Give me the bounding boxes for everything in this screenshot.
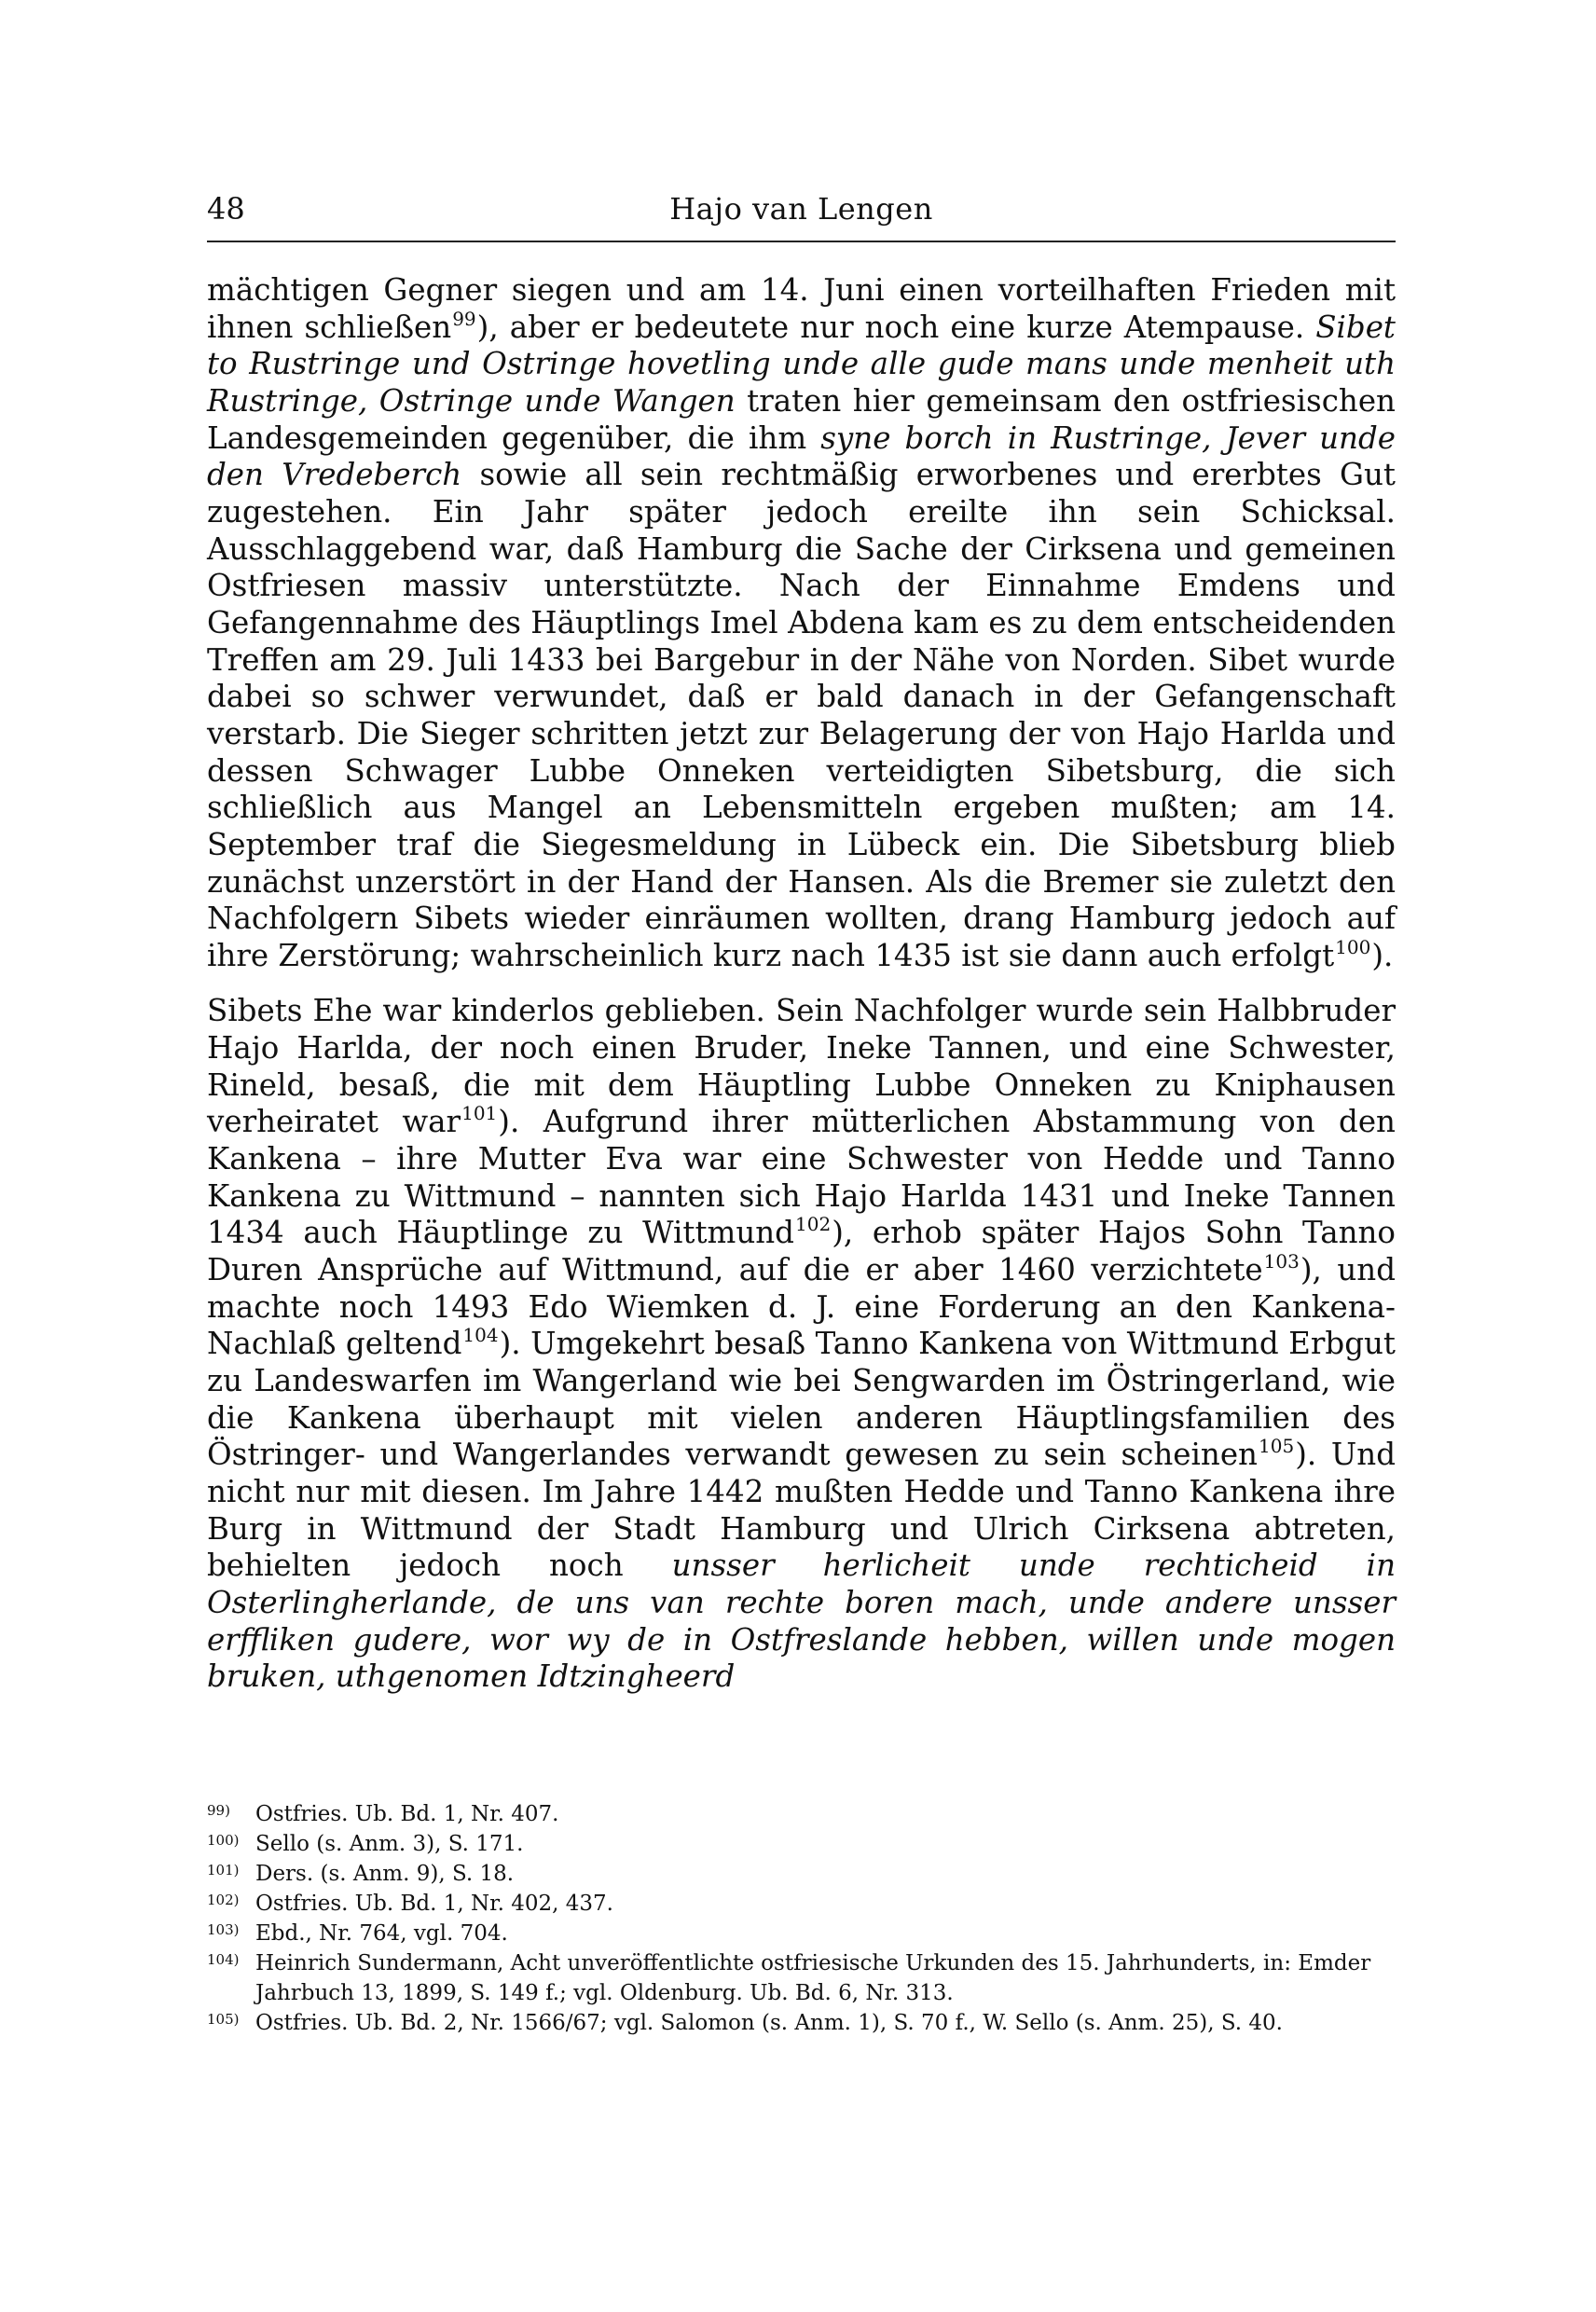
- footnote: [207, 1859, 1396, 1889]
- paragraph: [207, 272, 1396, 974]
- footnote-reference: 104: [462, 1324, 499, 1347]
- footnote-reference: 103: [1263, 1250, 1300, 1273]
- text-run: ). Umgekehrt besaß Tanno Kankena von Wittmund Erbgut zu Landeswarfen im Wangerland wie bei Sengwarden im Östringerland, wie die Kankena überhaupt mit vielen anderen Häuptlingsfamilien des Östringer- und Wangerlandes verwandt gewesen zu sein scheinen: [207, 1326, 1396, 1473]
- paragraph: [207, 993, 1396, 1695]
- footnote-text: Sello (s. Anm. 3), S. 171.: [255, 1832, 524, 1856]
- footnote-number: 102): [207, 1892, 240, 1908]
- running-title: Hajo van Lengen: [669, 191, 933, 227]
- italic-quote: syne borch in Rustringe, Jever unde den Vredeberch: [207, 420, 1396, 493]
- italic-quote: unsser herlicheit unde rechticheid in Osterlingherlande, de uns van rechte boren mach, unde andere unsser erffliken gudere, wor wy de in Ostfreslande hebben, willen unde mogen bruken, uthgenomen Idtzingheerd: [207, 1548, 1396, 1695]
- text-run: mächtigen Gegner siegen und am 14. Juni einen vorteilhaften Frieden mit ihnen schließen: [207, 272, 1396, 345]
- footnote-text: Ostfries. Ub. Bd. 2, Nr. 1566/67; vgl. Salomon (s. Anm. 1), S. 70 f., W. Sello (s. Anm. 25), S. 40.: [255, 2011, 1283, 2035]
- footnote: [207, 1948, 1396, 2008]
- text-run: ). Aufgrund ihrer mütterlichen Abstammung von den Kankena – ihre Mutter Eva war eine Schwester von Hedde und Tanno Kankena zu Wittmund – nannten sich Hajo Harlda 1431 und Ineke Tannen 1434 auch Häuptlinge zu Wittmund: [207, 1104, 1396, 1251]
- footnote-number: 101): [207, 1862, 240, 1878]
- text-run: ), aber er bedeutete nur noch eine kurze Atempause.: [476, 309, 1316, 345]
- text-run: ), und machte noch 1493 Edo Wiemken d. J. eine Forderung an den Kankena-Nachlaß geltend: [207, 1252, 1396, 1362]
- text-run: traten hier gemeinsam den ostfriesischen Landesgemeinden gegenüber, die ihm: [207, 382, 1396, 456]
- footnote: [207, 1799, 1396, 1829]
- footnote-number: 104): [207, 1951, 240, 1968]
- footnote-reference: 101: [461, 1102, 498, 1125]
- footnote-number: 100): [207, 1832, 240, 1849]
- footnote: [207, 1919, 1396, 1948]
- footnote: [207, 1829, 1396, 1859]
- italic-quote: Sibet to Rustringe und Ostringe hovetling unde alle gude mans unde menheit uth Rustringe, Ostringe unde Wangen: [207, 309, 1396, 419]
- footnote-reference: 100: [1335, 935, 1371, 958]
- footnote: [207, 1889, 1396, 1919]
- text-run: ), erhob später Hajos Sohn Tanno Duren Ansprüche auf Wittmund, auf die er aber 1460 verzichtete: [207, 1215, 1396, 1288]
- page-header: [207, 191, 1396, 247]
- footnote-text: Ders. (s. Anm. 9), S. 18.: [255, 1862, 515, 1886]
- footnote-text: Ostfries. Ub. Bd. 1, Nr. 402, 437.: [255, 1892, 613, 1916]
- footnote-text: Heinrich Sundermann, Acht unveröffentlichte ostfriesische Urkunden des 15. Jahrhunderts, in: Emder Jahrbuch 13, 1899, S. 149 f.; vgl. Oldenburg. Ub. Bd. 6, Nr. 313.: [255, 1951, 1371, 2005]
- footnote-number: 105): [207, 2011, 240, 2028]
- footnote-reference: 102: [795, 1213, 832, 1236]
- header-rule: [207, 241, 1396, 242]
- footnote-text: Ostfries. Ub. Bd. 1, Nr. 407.: [255, 1802, 559, 1826]
- text-run: ).: [1371, 937, 1394, 973]
- footnote: [207, 2008, 1396, 2038]
- footnote-reference: 99: [452, 307, 476, 330]
- footnote-text: Ebd., Nr. 764, vgl. 704.: [255, 1921, 508, 1946]
- body-text: [207, 272, 1396, 1696]
- text-run: sowie all sein rechtmäßig erworbenes und ererbtes Gut zugestehen. Ein Jahr später jedoch ereilte ihn sein Schicksal. Ausschlaggebend war, daß Hamburg die Sache der Cirksena und gemeinen Ostfriesen massiv unterstützte. Nach der Einnahme Emdens und Gefangennahme des Häuptlings Imel Abdena kam es zu dem entscheidenden Treffen am 29. Juli 1433 bei Bargebur in der Nähe von Norden. Sibet wurde dabei so schwer verwundet, daß er bald danach in der Gefangenschaft verstarb. Die Sieger schritten jetzt zur Belagerung der von Hajo Harlda und dessen Schwager Lubbe Onneken verteidigten Sibetsburg, die sich schließlich aus Mangel an Lebensmitteln ergeben mußten; am 14. September traf die Siegesmeldung in Lübeck ein. Die Sibetsburg blieb zunächst unzerstört in der Hand der Hansen. Als die Bremer sie zuletzt den Nachfolgern Sibets wieder einräumen wollten, drang Hamburg jedoch auf ihre Zerstörung; wahrscheinlich kurz nach 1435 ist sie dann auch erfolgt: [207, 457, 1396, 973]
- text-run: ). Und nicht nur mit diesen. Im Jahre 1442 mußten Hedde und Tanno Kankena ihre Burg in Wittmund der Stadt Hamburg und Ulrich Cirksena abtreten, behielten jedoch noch: [207, 1437, 1396, 1584]
- footnote-reference: 105: [1259, 1435, 1295, 1458]
- footnotes: [207, 1799, 1396, 2038]
- footnote-number: 99): [207, 1802, 230, 1819]
- footnote-number: 103): [207, 1921, 240, 1938]
- page-number: 48: [207, 191, 245, 227]
- text-run: Sibets Ehe war kinderlos geblieben. Sein Nachfolger wurde sein Halbbruder Hajo Harlda, der noch einen Bruder, Ineke Tannen, und eine Schwester, Rineld, besaß, die mit dem Häuptling Lubbe Onneken zu Kniphausen verheiratet war: [207, 993, 1396, 1140]
